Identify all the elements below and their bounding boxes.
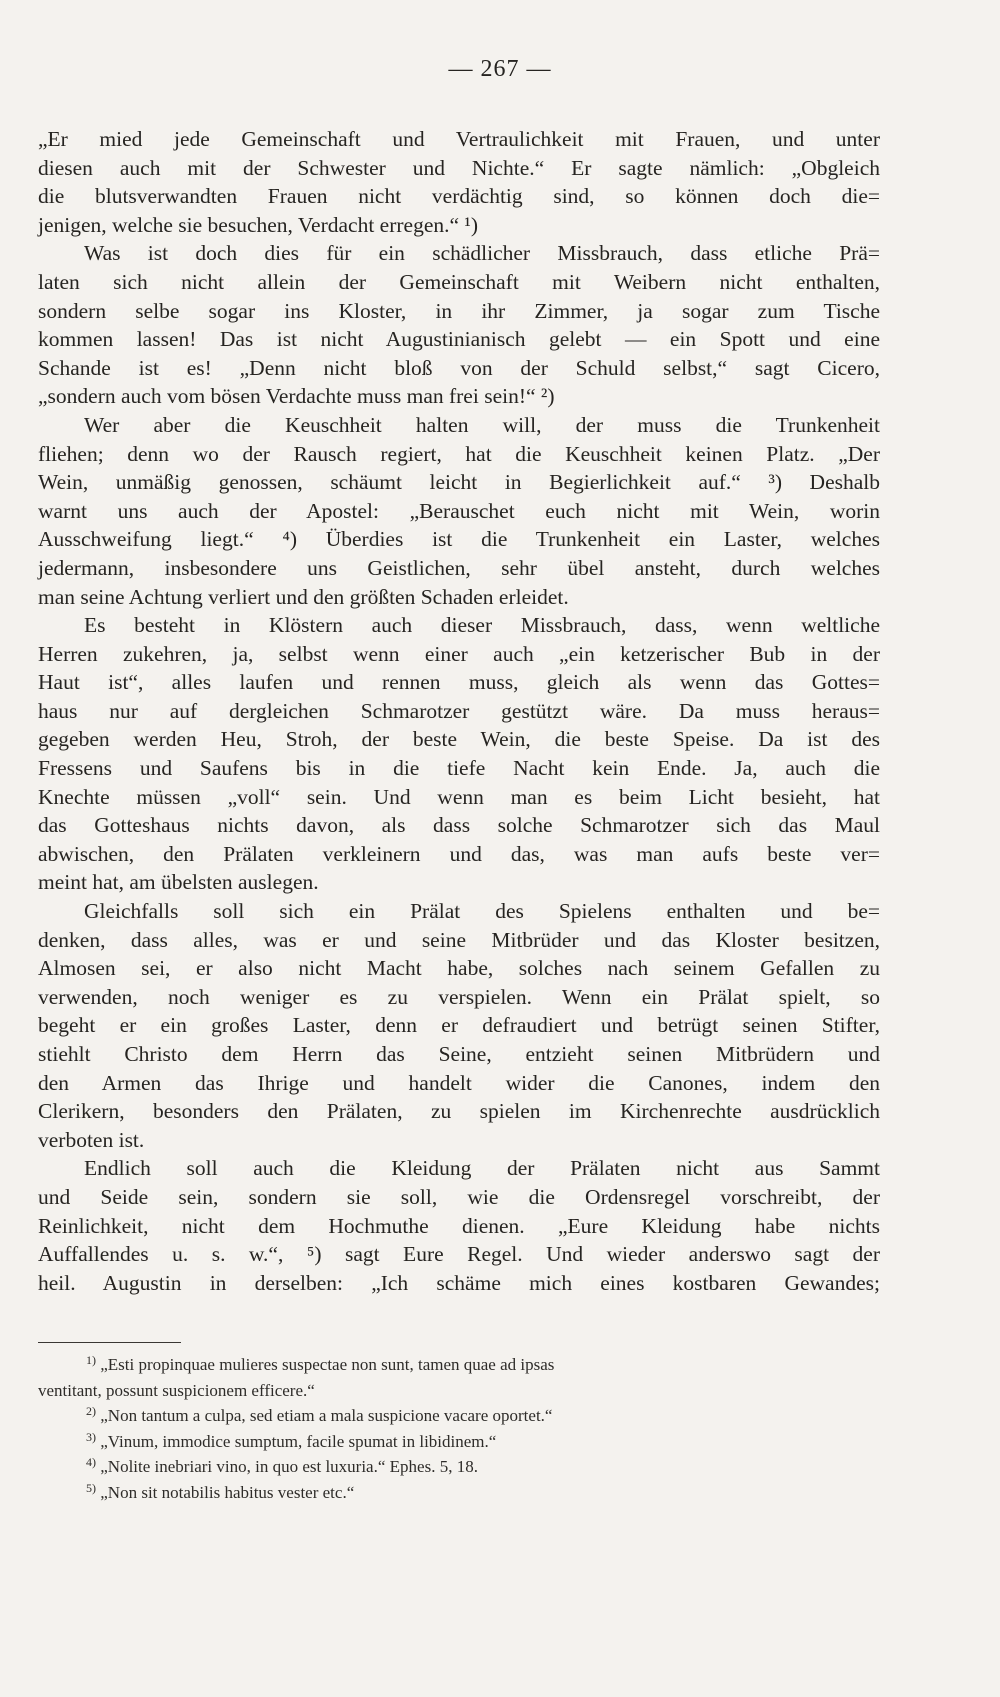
text-line: das Gotteshaus nichts davon, als dass solche Schmarotzer sich das Maul	[38, 813, 880, 838]
text-line: Haut ist“, alles laufen und rennen muss, gleich als wenn das Gottes=	[38, 670, 880, 695]
text-line: Was ist doch dies für ein schädlicher Missbrauch, dass etliche Prä=	[84, 241, 880, 266]
footnote-divider	[38, 1342, 181, 1343]
footnote-continuation	[38, 1378, 880, 1404]
text-line: verboten ist.	[38, 1127, 145, 1152]
footnote: 3) „Vinum, immodice sumptum, facile spumat in libidinem.“	[86, 1429, 497, 1451]
text-line: Almosen sei, er also nicht Macht habe, solches nach seinem Gefallen zu	[38, 956, 880, 981]
body-text	[38, 125, 880, 1297]
paragraph	[38, 897, 880, 1154]
text-line: „sondern auch vom bösen Verdachte muss man frei sein!“ ²)	[38, 384, 555, 409]
paragraph	[38, 611, 880, 897]
paragraph	[38, 239, 880, 411]
text-line: Clerikern, besonders den Prälaten, zu spielen im Kirchenrechte ausdrücklich	[38, 1099, 880, 1124]
text-line: Wer aber die Keuschheit halten will, der muss die Trunkenheit	[84, 412, 880, 437]
text-line: Herren zukehren, ja, selbst wenn einer auch „ein ketzerischer Bub in der	[38, 641, 880, 666]
text-line: den Armen das Ihrige und handelt wider die Canones, indem den	[38, 1070, 880, 1095]
footnote-text: „Non tantum a culpa, sed etiam a mala suspicione vacare oportet.“	[100, 1406, 553, 1425]
footnote-text: „Esti propinquae mulieres suspectae non sunt, tamen quae ad ipsas	[100, 1355, 555, 1374]
text-line: heil. Augustin in derselben: „Ich schäme mich eines kostbaren Gewandes;	[38, 1270, 880, 1295]
text-line: jenigen, welche sie besuchen, Verdacht erregen.“ ¹)	[38, 212, 479, 237]
text-line: Endlich soll auch die Kleidung der Prälaten nicht aus Sammt	[84, 1156, 880, 1181]
text-line: kommen lassen! Das ist nicht Augustinianisch gelebt — ein Spott und eine	[38, 327, 880, 352]
text-line: fliehen; denn wo der Rausch regiert, hat die Keuschheit keinen Platz. „Der	[38, 441, 880, 466]
text-line: und Seide sein, sondern sie soll, wie die Ordensregel vorschreibt, der	[38, 1184, 880, 1209]
text-line: Knechte müssen „voll“ sein. Und wenn man es beim Licht besieht, hat	[38, 784, 880, 809]
footnotes	[38, 1352, 880, 1505]
page-number: — 267 —	[448, 56, 552, 82]
paragraph	[38, 411, 880, 611]
text-line: Fressens und Saufens bis in die tiefe Nacht kein Ende. Ja, auch die	[38, 756, 880, 781]
text-line: die blutsverwandten Frauen nicht verdächtig sind, so können doch die=	[38, 184, 880, 209]
text-line: diesen auch mit der Schwester und Nichte.“ Er sagte nämlich: „Obgleich	[38, 155, 880, 180]
footnote: 4) „Nolite inebriari vino, in quo est luxuria.“ Ephes. 5, 18.	[86, 1455, 478, 1476]
text-line: haus nur auf dergleichen Schmarotzer gestützt wäre. Da muss heraus=	[38, 698, 880, 723]
footnote: 1) „Esti propinquae mulieres suspectae non sunt, tamen quae ad ipsas	[86, 1353, 555, 1374]
text-line: Schande ist es! „Denn nicht bloß von der Schuld selbst,“ sagt Cicero,	[38, 355, 880, 380]
text-line: man seine Achtung verliert und den größten Schaden erleidet.	[38, 584, 569, 609]
footnote-text: ventitant, possunt suspicionem efficere.“	[38, 1380, 315, 1400]
text-line: sondern selbe sogar ins Kloster, in ihr Zimmer, ja sogar zum Tische	[38, 298, 880, 323]
text-line: „Er mied jede Gemeinschaft und Vertraulichkeit mit Frauen, und unter	[38, 127, 880, 151]
text-line: denken, dass alles, was er und seine Mitbrüder und das Kloster besitzen,	[38, 927, 880, 952]
paragraph	[38, 1154, 880, 1297]
text-line: verwenden, noch weniger es zu verspielen. Wenn ein Prälat spielt, so	[38, 984, 880, 1009]
text-line: meint hat, am übelsten auslegen.	[38, 870, 319, 895]
footnote: 5) „Non sit notabilis habitus vester etc.“	[86, 1480, 355, 1502]
footnote-text: „Non sit notabilis habitus vester etc.“	[100, 1482, 355, 1502]
text-line: jedermann, insbesondere uns Geistlichen, sehr übel ansteht, durch welches	[38, 555, 880, 580]
text-line: Wein, unmäßig genossen, schäumt leicht in Begierlichkeit auf.“ ³) Deshalb	[38, 470, 880, 495]
text-line: gegeben werden Heu, Stroh, der beste Wein, die beste Speise. Da ist des	[38, 727, 880, 752]
text-line: begeht er ein großes Laster, denn er defraudiert und betrügt seinen Stifter,	[38, 1013, 880, 1038]
footnote: 2) „Non tantum a culpa, sed etiam a mala suspicione vacare oportet.“	[86, 1404, 553, 1425]
paragraph	[38, 125, 880, 239]
text-line: laten sich nicht allein der Gemeinschaft mit Weibern nicht enthalten,	[38, 269, 880, 294]
text-line: abwischen, den Prälaten verkleinern und das, was man aufs beste ver=	[38, 841, 880, 866]
text-line: Reinlichkeit, nicht dem Hochmuthe dienen. „Eure Kleidung habe nichts	[38, 1213, 880, 1238]
text-line: stiehlt Christo dem Herrn das Seine, entzieht seinen Mitbrüdern und	[38, 1042, 880, 1066]
footnote-text: „Nolite inebriari vino, in quo est luxuria.“ Ephes. 5, 18.	[100, 1457, 478, 1476]
text-line: Ausschweifung liegt.“ ⁴) Überdies ist die Trunkenheit ein Laster, welches	[38, 527, 880, 552]
text-line: Es besteht in Klöstern auch dieser Missbrauch, dass, wenn weltliche	[84, 613, 880, 638]
text-line: warnt uns auch der Apostel: „Berauschet euch nicht mit Wein, worin	[38, 498, 880, 523]
text-line: Auffallendes u. s. w.“, ⁵) sagt Eure Regel. Und wieder anderswo sagt der	[38, 1242, 880, 1267]
text-line: Gleichfalls soll sich ein Prälat des Spielens enthalten und be=	[84, 899, 880, 924]
footnote-text: „Vinum, immodice sumptum, facile spumat in libidinem.“	[100, 1431, 497, 1451]
